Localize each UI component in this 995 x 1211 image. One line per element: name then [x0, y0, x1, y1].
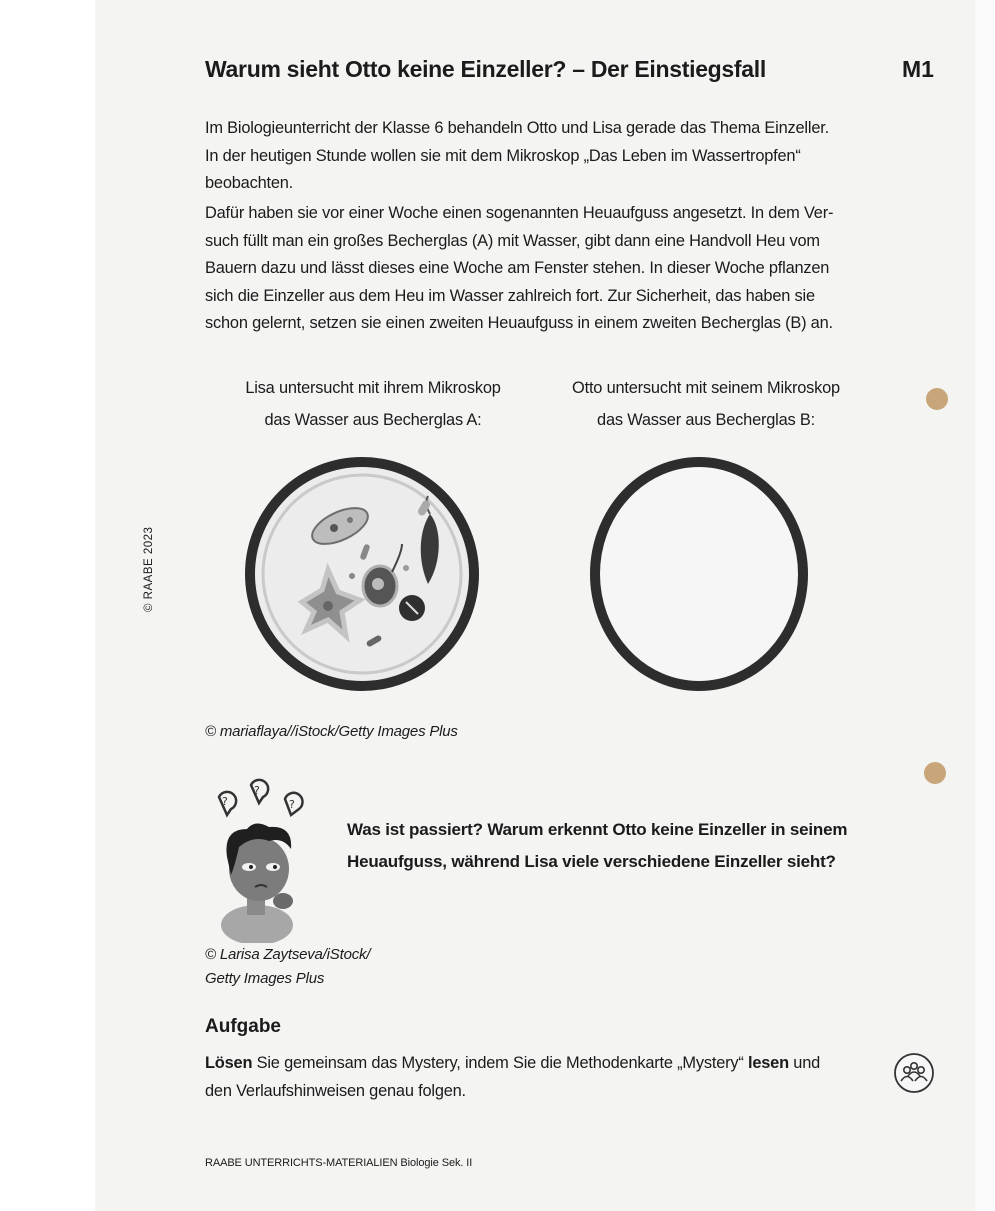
intro-line: Bauern dazu und lässt dieses eine Woche am Fenster stehen. In dieser Woche pflanzen: [205, 259, 830, 277]
task-line-2: den Verlaufshinweisen genau folgen.: [205, 1082, 466, 1100]
thinking-person-icon: [205, 775, 315, 943]
svg-text:?: ?: [254, 784, 260, 797]
microscope-view-lisa-icon: [242, 452, 482, 696]
volvox-icon: [399, 595, 425, 621]
scan-left-margin: [0, 0, 95, 1211]
svg-text:?: ?: [289, 798, 295, 811]
question-line: Heuaufguss, während Lisa viele verschiedene Einzeller sieht?: [347, 852, 836, 871]
question-line: Was ist passiert? Warum erkennt Otto keine Einzeller in seinem: [347, 820, 848, 839]
lisa-caption: [210, 372, 536, 436]
microscope-view-otto-icon: [587, 452, 812, 696]
punch-hole: [924, 762, 946, 784]
intro-line: Dafür haben sie vor einer Woche einen sogenannten Heuaufguss angesetzt. In dem Ver-: [205, 204, 834, 222]
task-text-segment: Sie gemeinsam das Mystery, indem Sie die Methodenkarte „Mystery“: [252, 1054, 748, 1072]
scan-right-margin: [975, 0, 995, 1211]
punch-hole: [926, 388, 948, 410]
worksheet-title: Warum sieht Otto keine Einzeller? – Der Einstiegsfall: [205, 56, 766, 82]
illustration-credit: [205, 943, 370, 991]
illustration-credit-line: © Larisa Zaytseva/iStock/: [205, 946, 371, 963]
side-copyright: © RAABE 2023: [143, 526, 155, 612]
intro-line: beobachten.: [205, 174, 294, 192]
group-work-icon: [893, 1052, 935, 1094]
intro-line: such füllt man ein großes Becherglas (A) mit Wasser, gibt dann eine Handvoll Heu vom: [205, 231, 820, 250]
question-text: [347, 814, 847, 878]
task-text-segment: und: [788, 1054, 821, 1072]
image-credit: © mariaflaya//iStock/Getty Images Plus: [205, 723, 458, 740]
otto-caption: [543, 372, 869, 436]
task-text: [205, 1049, 820, 1105]
task-heading: Aufgabe: [205, 1016, 281, 1037]
task-verb: Lösen: [205, 1054, 253, 1072]
otto-caption-line: das Wasser aus Becherglas B:: [597, 411, 815, 429]
task-line-1: [205, 1049, 820, 1077]
footer-text: RAABE UNTERRICHTS-MATERIALIEN Biologie Sek. II: [205, 1157, 473, 1169]
intro-line: sich die Einzeller aus dem Heu im Wasser zahlreich fort. Zur Sicherheit, das haben sie: [205, 286, 815, 305]
task-verb: lesen: [748, 1054, 789, 1072]
intro-line: Im Biologieunterricht der Klasse 6 behandeln Otto und Lisa gerade das Thema Einzeller.: [205, 119, 829, 137]
illustration-credit-line: Getty Images Plus: [205, 970, 325, 987]
intro-paragraph-2: [205, 200, 877, 338]
lisa-caption-line: Lisa untersucht mit ihrem Mikroskop: [245, 379, 501, 397]
lisa-caption-line: das Wasser aus Becherglas A:: [264, 411, 482, 429]
intro-line: schon gelernt, setzen sie einen zweiten Heuaufguss in einem zweiten Becherglas (B) an.: [205, 314, 833, 332]
material-label: M1: [902, 56, 934, 82]
svg-text:?: ?: [222, 795, 228, 808]
intro-paragraph-1: [205, 115, 877, 198]
otto-caption-line: Otto untersucht mit seinem Mikroskop: [572, 379, 840, 397]
intro-line: In der heutigen Stunde wollen sie mit dem Mikroskop „Das Leben im Wassertropfen“: [205, 146, 801, 165]
